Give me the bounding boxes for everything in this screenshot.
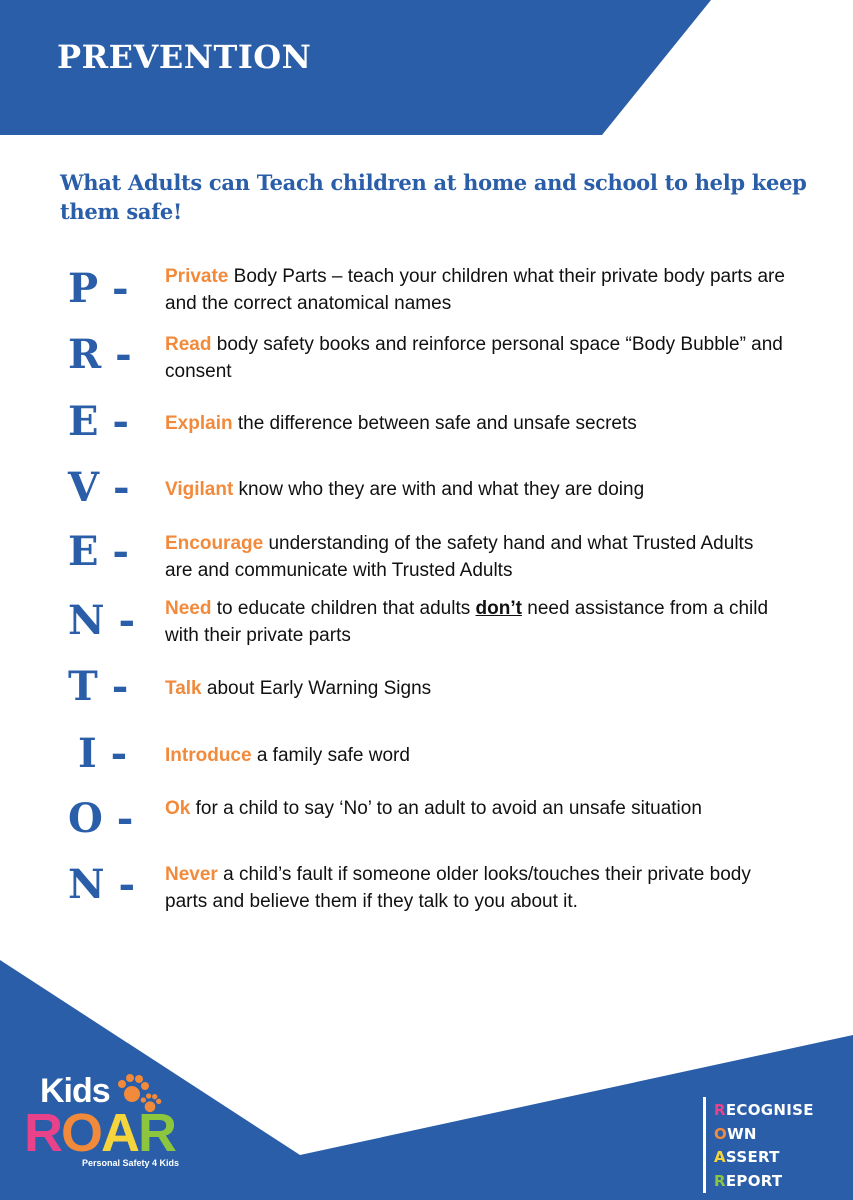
list-item-text — [165, 675, 785, 702]
list-item-keyword: Private — [165, 266, 229, 287]
list-item-letter: I - — [78, 730, 128, 777]
list-item-description: for a child to say ‘No’ to an adult to avoid an unsafe situation — [190, 798, 702, 819]
acronym-initial: R — [714, 1171, 726, 1190]
list-item-emphasis: don’t — [475, 598, 522, 619]
list-item-letter: V - — [68, 464, 130, 511]
acronym-initial: R — [714, 1101, 726, 1119]
list-item-text — [165, 410, 785, 437]
list-item-letter: P - — [68, 265, 129, 312]
list-item-text — [165, 263, 785, 317]
list-item-text — [165, 795, 785, 822]
list-item-description: about Early Warning Signs — [201, 678, 432, 699]
list-item-description: the difference between safe and unsafe secrets — [232, 413, 637, 434]
subtitle: What Adults can Teach children at home and school to help keep them safe! — [60, 170, 807, 224]
list-item-letter: E - — [68, 398, 130, 445]
acronym-initial: O — [714, 1124, 728, 1143]
acronym-line — [714, 1146, 814, 1170]
logo-roar-letter: R — [24, 1103, 61, 1163]
list-item-keyword: Read — [165, 334, 212, 355]
list-item-description: understanding of the safety hand and what Trusted Adults are and communicate with Trusted Adults — [165, 533, 754, 581]
list-item-description: Body Parts – teach your children what their private body parts are and the correct anatomical names — [165, 266, 785, 314]
acronym-line — [714, 1123, 814, 1147]
logo-tagline: Personal Safety 4 Kids — [82, 1158, 180, 1168]
list-item-letter: N - — [68, 861, 136, 908]
list-item-keyword: Encourage — [165, 533, 264, 554]
list-item-keyword: Explain — [165, 413, 233, 434]
list-item-letter: N - — [68, 597, 136, 644]
acronym-word: ECOGNISE — [725, 1101, 814, 1119]
logo-roar-letter: R — [138, 1103, 176, 1163]
acronym-word: SSERT — [725, 1148, 780, 1166]
list-item-keyword: Need — [165, 598, 212, 619]
list-item-description: know who they are with and what they are doing — [233, 479, 645, 500]
logo-roar-letter: A — [101, 1103, 139, 1163]
list-item-keyword: Never — [165, 864, 218, 885]
acronym-initial: A — [714, 1148, 726, 1166]
list-item-letter: R - — [68, 331, 132, 378]
list-item-text — [165, 530, 785, 584]
list-item-keyword: Vigilant — [165, 479, 234, 500]
acronym-word: WN — [727, 1124, 757, 1143]
list-item-text — [165, 861, 785, 915]
list-item-keyword: Introduce — [165, 745, 252, 766]
list-item-description: a child’s fault if someone older looks/touches their private body parts and believe them if they talk to you about it. — [165, 864, 751, 912]
list-item-text — [165, 595, 785, 649]
acronym-line — [714, 1099, 814, 1123]
list-item-description: to educate children that adults — [211, 598, 476, 619]
list-item-letter: E - — [68, 528, 130, 575]
list-item-text — [165, 742, 785, 769]
acronym-line — [714, 1170, 814, 1194]
kids-roar-logo — [22, 1070, 212, 1180]
page-title: PREVENTION — [57, 38, 312, 76]
list-item-text — [165, 476, 785, 503]
list-item-keyword: Ok — [165, 798, 191, 819]
roar-acronym — [714, 1099, 814, 1193]
logo-roar-text — [24, 1104, 175, 1162]
list-item-letter: T - — [68, 663, 129, 710]
list-item-description: body safety books and reinforce personal space “Body Bubble” and consent — [165, 334, 783, 382]
list-item-text — [165, 331, 785, 385]
logo-kids-text: Kids — [40, 1072, 110, 1110]
list-item-keyword: Talk — [165, 678, 202, 699]
acronym-divider — [703, 1097, 706, 1193]
list-item-description: a family safe word — [251, 745, 410, 766]
list-item-description-tail: need assistance from a child with their private parts — [165, 598, 769, 646]
logo-roar-letter: O — [61, 1103, 102, 1163]
acronym-word: EPORT — [725, 1171, 783, 1190]
list-item-letter: O - — [68, 795, 134, 842]
